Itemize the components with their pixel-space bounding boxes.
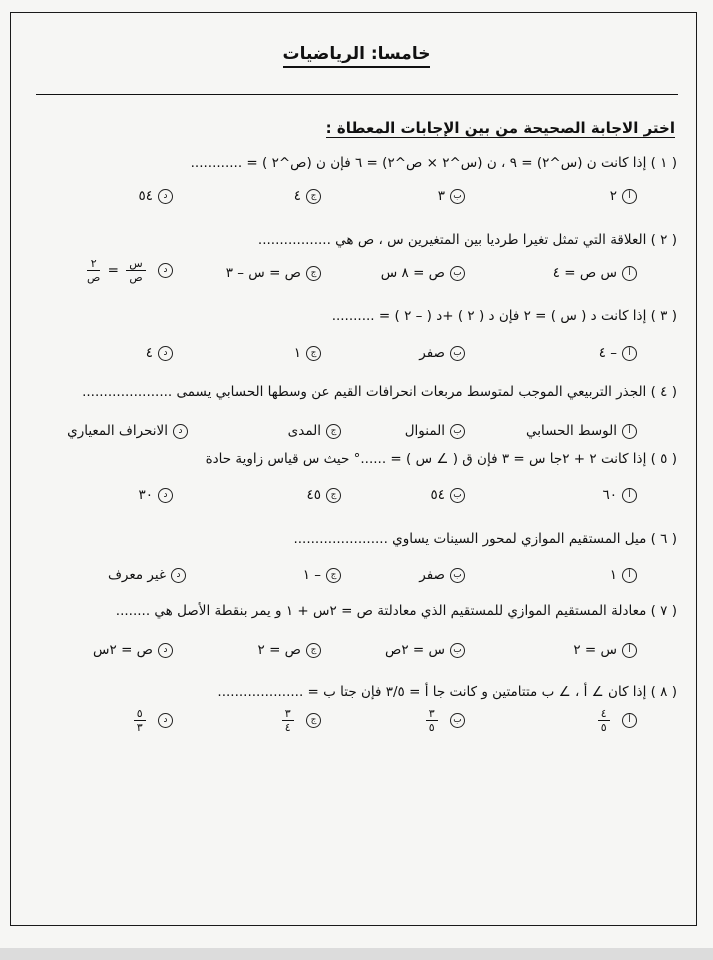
q1-option-b[interactable]: ب٣ [438, 186, 465, 206]
q3-option-d[interactable]: د٤ [146, 343, 173, 363]
question-4: ( ٤ ) الجذر التربيعي الموجب لمتوسط مربعات انحرافات القيم عن وسطها الحسابي يسمى ..................... [82, 384, 677, 400]
question-3: ( ٣ ) إذا كانت د ( س ) = ٢ فإن د ( ٢ ) +د ( – ٢ ) = .......... [331, 308, 677, 324]
q6-option-a[interactable]: أ١ [610, 565, 637, 585]
page-border [10, 12, 697, 926]
q6-option-c[interactable]: ج– ١ [303, 565, 341, 585]
q1-option-d[interactable]: د٥٤ [138, 186, 173, 206]
q4-option-c[interactable]: جالمدى [288, 421, 341, 441]
q8-option-b[interactable]: ب $\frac{٣}{٥}$ [423, 708, 465, 733]
q8-option-a[interactable]: أ $\frac{٤}{٥}$ [595, 708, 637, 733]
q2-option-d[interactable]: د $\frac{\text{س}}{\text{ص}}$ = $\frac{٢}{\text{ص}}$ [84, 258, 173, 283]
fraction: $\frac{٣}{٤}$ [282, 708, 294, 733]
q1-option-a[interactable]: أ٢ [610, 186, 637, 206]
title-divider [36, 94, 678, 95]
fraction: $\frac{٣}{٥}$ [426, 708, 438, 733]
q2-option-b[interactable]: بص = ٨ س [381, 263, 465, 283]
question-2: ( ٢ ) العلاقة التي تمثل تغيرا طرديا بين المتغيرين س ، ص هي ................. [257, 232, 677, 248]
q6-option-b[interactable]: بصفر [419, 565, 465, 585]
question-1: ( ١ ) إذا كانت ن (س^٢) = ٩ ، ن (س^٢ × ص^٢) = ٦ فإن ن (ص^٢ ) = ............ [190, 155, 677, 171]
q3-option-b[interactable]: بصفر [419, 343, 465, 363]
q3-option-a[interactable]: أ– ٤ [599, 343, 637, 363]
q7-option-b[interactable]: بس = ٢ص [385, 640, 465, 660]
q5-option-a[interactable]: أ٦٠ [602, 485, 637, 505]
fraction: $\frac{٥}{٣}$ [134, 708, 146, 733]
q4-option-b[interactable]: بالمنوال [405, 421, 465, 441]
q8-option-c[interactable]: ج $\frac{٣}{٤}$ [279, 708, 321, 733]
page-title: خامسا: الرياضيات [0, 44, 713, 64]
question-7: ( ٧ ) معادلة المستقيم الموازي للمستقيم الذي معادلتة ص = ٢س + ١ و يمر بنقطة الأصل هي ........ [115, 603, 677, 619]
question-8: ( ٨ ) إذا كان ∠ أ ، ∠ ب متتامتين و كانت جا أ = ٣/٥ فإن جتا ب = .................... [217, 684, 677, 700]
q5-option-b[interactable]: ب٥٤ [430, 485, 465, 505]
fraction: $\frac{٤}{٥}$ [598, 708, 610, 733]
q2-option-a[interactable]: أس ص = ٤ [553, 263, 637, 283]
bottom-bar [0, 948, 713, 960]
q7-option-a[interactable]: أس = ٢ [573, 640, 637, 660]
q2-option-c[interactable]: جص = س – ٣ [226, 263, 321, 283]
q7-option-d[interactable]: دص = ٢س [93, 640, 173, 660]
instruction-text: اختر الاجابة الصحيحة من بين الإجابات المعطاة : [325, 119, 675, 137]
q5-option-d[interactable]: د٣٠ [138, 485, 173, 505]
q4-option-a[interactable]: أالوسط الحسابي [526, 421, 637, 441]
q4-option-d[interactable]: دالانحراف المعياري [67, 421, 188, 441]
q8-option-d[interactable]: د $\frac{٥}{٣}$ [131, 708, 173, 733]
q6-option-d[interactable]: دغير معرف [108, 565, 186, 585]
q1-option-c[interactable]: ج٤ [294, 186, 321, 206]
q3-option-c[interactable]: ج١ [294, 343, 321, 363]
q7-option-c[interactable]: جص = ٢ [258, 640, 321, 660]
question-6: ( ٦ ) ميل المستقيم الموازي لمحور السينات يساوي ...................... [293, 531, 677, 547]
q5-option-c[interactable]: ج٤٥ [306, 485, 341, 505]
question-5: ( ٥ ) إذا كانت ٢ + ٢جا س = ٣ فإن ق ( ∠ س ) = ......° حيث س قياس زاوية حادة [205, 451, 677, 467]
fraction: $\frac{٢}{\text{ص}}$ [87, 257, 101, 284]
fraction: $\frac{\text{س}}{\text{ص}}$ [126, 258, 145, 283]
